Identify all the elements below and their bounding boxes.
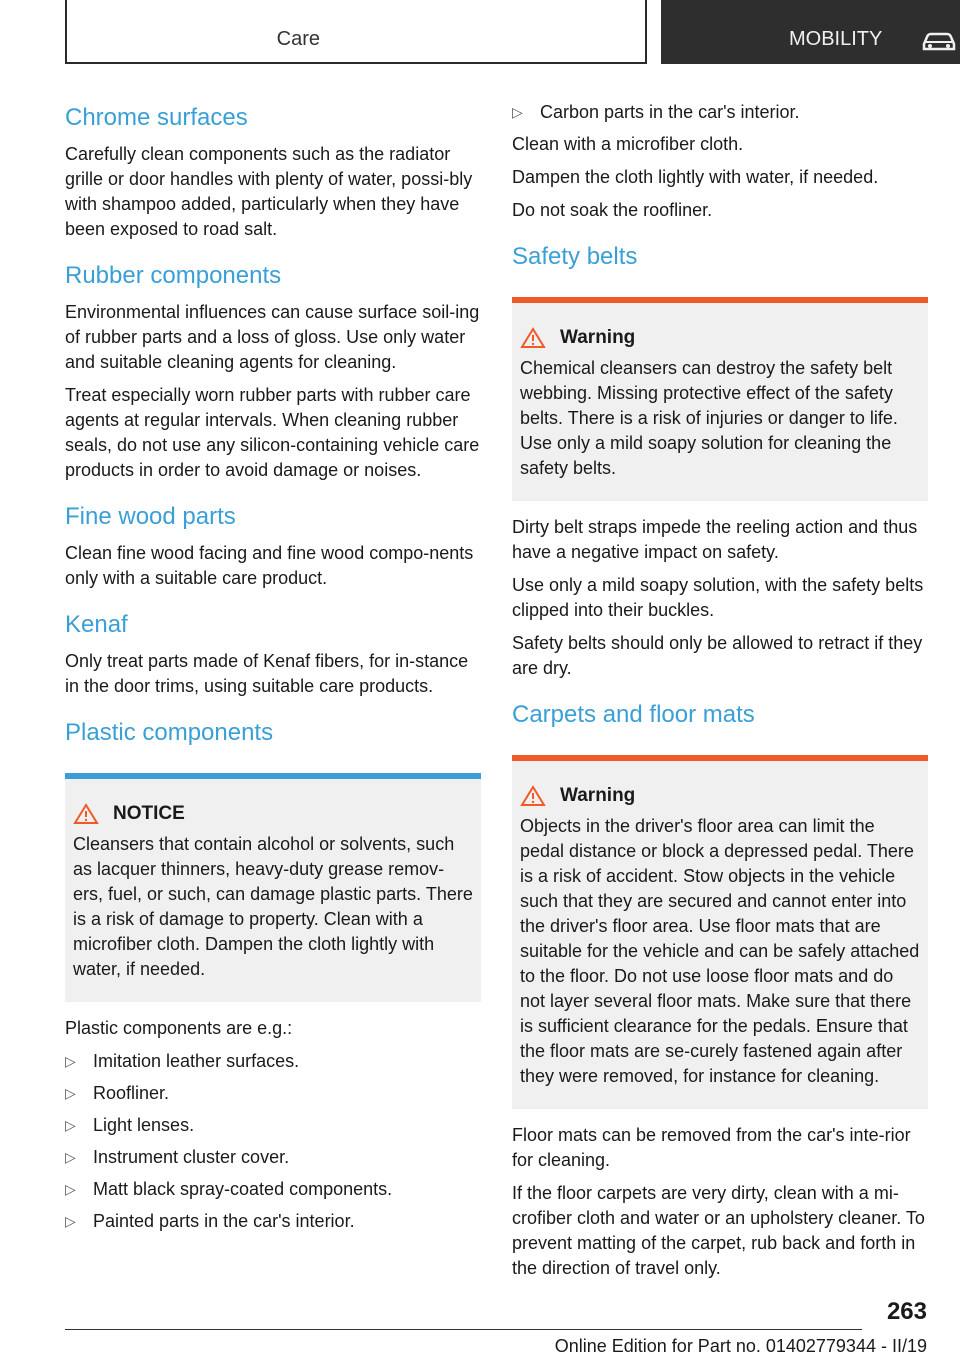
warning-title: Warning — [560, 327, 636, 348]
warning-box-belts — [512, 297, 928, 501]
list-item: ▷ Carbon parts in the car's interior. — [512, 100, 928, 125]
list-item: ▷ Painted parts in the car's interior. — [65, 1209, 481, 1234]
warning-triangle-icon — [520, 327, 546, 349]
warning-text: Chemical cleansers can destroy the safety belt webbing. Missing protective effect of the safety belts. There is a risk of injuries or danger to life. Use only a mild soapy solution for cleaning the safety belts. — [520, 358, 898, 478]
belts-text-1: Dirty belt straps impede the reeling action and thus have a negative impact on safety. — [512, 517, 918, 562]
list-item: ▷ Light lenses. — [65, 1113, 481, 1138]
carbon-text-3: Do not soak the roofliner. — [512, 200, 713, 220]
heading-chrome-surfaces: Chrome surfaces — [65, 104, 248, 131]
carbon-text-1: Clean with a microfiber cloth. — [512, 134, 744, 154]
plastic-intro: Plastic components are e.g.: — [65, 1018, 293, 1038]
kenaf-text: Only treat parts made of Kenaf fibers, for in-stance in the door trims, using suitable care products. — [65, 651, 469, 696]
chapter-badge — [661, 0, 960, 64]
page-number: 263 — [886, 1298, 927, 1325]
section-title: Care — [276, 28, 320, 50]
bullet-triangle-icon: ▷ — [65, 1053, 76, 1069]
list-item: ▷ Imitation leather surfaces. — [65, 1049, 481, 1074]
notice-box — [65, 773, 481, 1002]
warning-triangle-icon — [73, 803, 99, 825]
heading-safety-belts: Safety belts — [512, 243, 638, 270]
heading-plastic-components: Plastic components — [65, 719, 274, 746]
bullet-triangle-icon: ▷ — [65, 1181, 76, 1197]
heading-kenaf: Kenaf — [65, 611, 128, 638]
right-column — [512, 100, 928, 1289]
notice-title: NOTICE — [113, 803, 185, 824]
list-item: ▷ Matt black spray-coated components. — [65, 1177, 481, 1202]
bullet-triangle-icon: ▷ — [65, 1213, 76, 1229]
chrome-text: Carefully clean components such as the radiator grille or door handles with plenty of water, possi-bly with shampoo added, particularly when they have been exposed to road salt. — [65, 144, 473, 239]
left-column — [65, 100, 481, 1241]
footer-divider — [65, 1329, 862, 1330]
list-item: ▷ Roofliner. — [65, 1081, 481, 1106]
warning-triangle-icon — [520, 785, 546, 807]
warning-text: Objects in the driver's floor area can limit the pedal distance or block a depressed pedal. There is a risk of accident. Stow objects in the vehicle such that they are secured and cannot enter into the driver's floor area. Use floor mats that are suitable for the vehicle and can be safely attached to the floor. Do not use loose floor mats and do not layer several floor mats. Make sure that there is sufficient clearance for the pedals. Ensure that the floor mats are se-curely fastened again after they were removed, for instance for cleaning. — [520, 816, 920, 1086]
bullet-triangle-icon: ▷ — [65, 1085, 76, 1101]
belts-text-3: Safety belts should only be allowed to retract if they are dry. — [512, 633, 923, 678]
bullet-triangle-icon: ▷ — [65, 1149, 76, 1165]
carpets-text-1: Floor mats can be removed from the car's inte-rior for cleaning. — [512, 1125, 911, 1170]
belts-text-2: Use only a mild soapy solution, with the safety belts clipped into their buckles. — [512, 575, 924, 620]
carbon-text-2: Dampen the cloth lightly with water, if needed. — [512, 167, 879, 187]
warning-title: Warning — [560, 785, 636, 806]
car-icon — [921, 30, 957, 58]
bullet-triangle-icon: ▷ — [65, 1117, 76, 1133]
chapter-label: MOBILITY — [789, 28, 883, 50]
wood-text: Clean fine wood facing and fine wood compo-nents only with a suitable care product. — [65, 543, 474, 588]
heading-carpets-floor-mats: Carpets and floor mats — [512, 701, 755, 728]
list-item: ▷ Instrument cluster cover. — [65, 1145, 481, 1170]
bullet-triangle-icon: ▷ — [512, 104, 523, 120]
header-frame — [65, 0, 647, 64]
warning-box-carpets — [512, 755, 928, 1109]
heading-rubber-components: Rubber components — [65, 262, 282, 289]
edition-footer: Online Edition for Part no. 01402779344 - II/19 — [554, 1336, 927, 1356]
rubber-text-1: Environmental influences can cause surface soil-ing of rubber parts and a loss of gloss. Use only water and suitable cleaning agents for cleaning. — [65, 302, 480, 372]
heading-fine-wood: Fine wood parts — [65, 503, 236, 530]
notice-text: Cleansers that contain alcohol or solvents, such as lacquer thinners, heavy-duty grease remov-ers, fuel, or such, can damage plastic parts. There is a risk of damage to property. Clean with a microfiber cloth. Dampen the cloth lightly with water, if needed. — [73, 834, 473, 979]
carpets-text-2: If the floor carpets are very dirty, clean with a mi-crofiber cloth and water or an upholstery cleaner. To prevent matting of the carpet, rub back and forth in the direction of travel only. — [512, 1183, 925, 1278]
rubber-text-2: Treat especially worn rubber parts with rubber care agents at regular intervals. When cleaning rubber seals, do not use any silicon-containing vehicle care products in order to avoid damage or noises. — [65, 385, 480, 480]
